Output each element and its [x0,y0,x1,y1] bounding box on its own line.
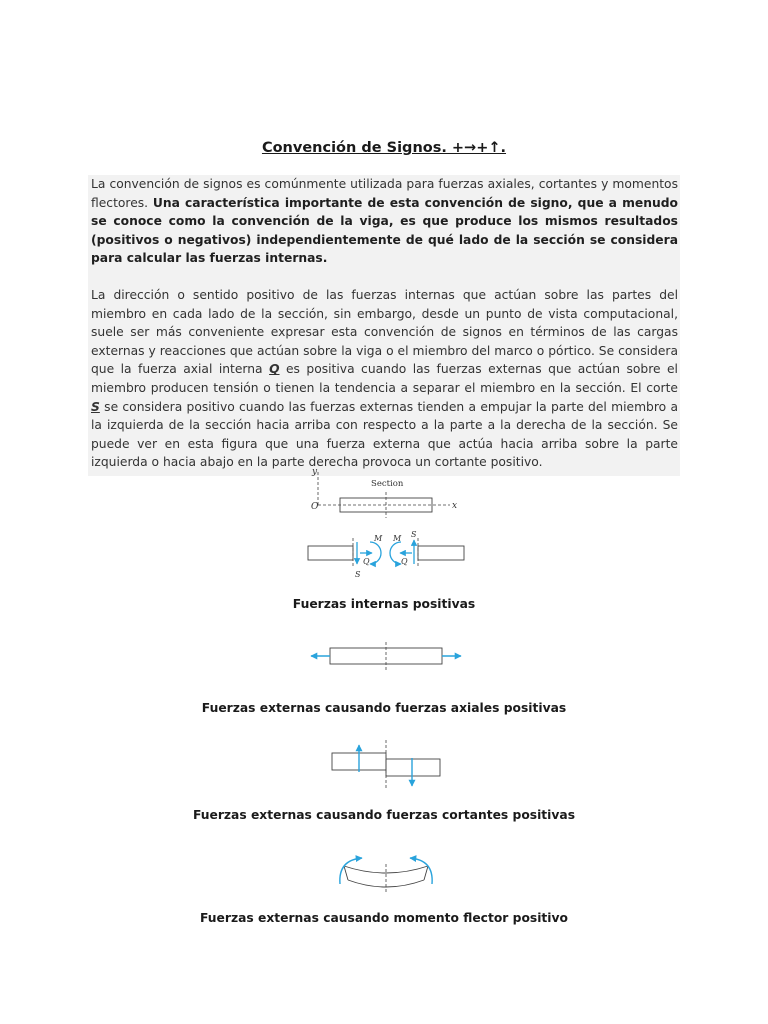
paragraph-2: La dirección o sentido positivo de las fuerzas internas que actúan sobre las partes del miembro en cada lado de la sección, sin embargo, desde un punto de vista computacional, suele ser más conveniente expresar esta convención de signos en términos de las cargas externas y reacciones que actúan sobre la viga o el miembro del marco o pórtico. Se considera que la fuerza axial interna Q es positiva cuando las fuerzas externas que actúan sobre el miembro producen tensión o tienen la tendencia a separar el miembro en la sección. El corte S se considera positivo cuando las fuerzas externas tienden a empujar la parte del miembro a la izquierda de la sección hacia arriba con respecto a la parte a la derecha de la sección. Se puede ver en esta figura que una fuerza externa que actúa hacia arriba sobre la parte izquierda o hacia abajo en la parte derecha provoca un cortante positivo. [91,287,678,470]
figure1-caption: Fuerzas internas positivas [292,597,476,611]
svg-text:S: S [411,530,417,539]
moment-arrow-left [340,858,362,884]
beam [330,648,442,664]
internal-forces-figure [300,462,470,584]
x-axis-label: x [452,501,458,511]
axial-forces-figure [308,640,464,674]
y-axis-label: y [312,467,318,477]
bending-moment-figure [334,850,438,894]
moment-arrow-right [410,858,432,884]
right-part [418,546,464,560]
right-part [386,759,440,776]
svg-text:Q: Q [401,557,408,566]
svg-text:M: M [393,534,402,543]
body-text [88,175,680,476]
page-title: Convención de Signos. +→+↑. [261,140,507,156]
svg-text:S: S [355,570,361,579]
left-part [308,546,353,560]
section-label: Section [371,479,404,489]
shear-forces-figure [330,738,442,790]
paragraph-1: La convención de signos es comúnmente utilizada para fuerzas axiales, cortantes y momentos flectores. Una característica importante de esta convención de signo, que a menudo se conoce como la convención de la viga, es que produce los mismos resultados (positivos o negativos) independientemente de qué lado de la sección se considera para calcular las fuerzas internas. [91,177,678,266]
svg-text:Q: Q [363,557,370,566]
moment-arrow-right [390,542,401,564]
svg-text:M: M [374,534,383,543]
figure3-caption: Fuerzas externas causando fuerzas cortantes positivas [192,808,576,822]
figure4-caption: Fuerzas externas causando momento flector positivo [200,911,568,925]
figure2-caption: Fuerzas externas causando fuerzas axiales positivas [201,701,567,715]
origin-label: O [311,502,319,512]
